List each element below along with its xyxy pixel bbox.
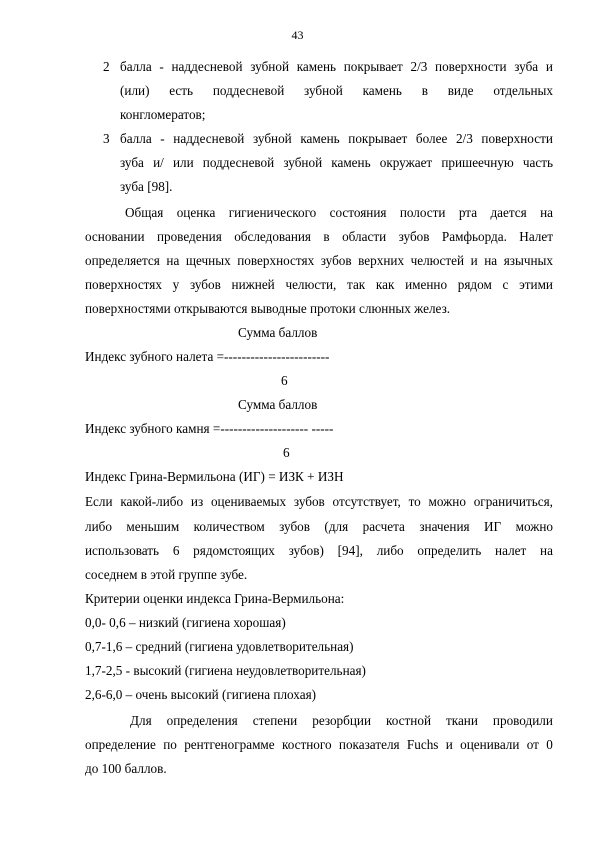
word: определение	[85, 737, 156, 752]
formula-denominator: 6	[283, 445, 290, 460]
word: Налет	[519, 229, 553, 244]
word: камень	[296, 59, 337, 74]
paragraph-line	[85, 229, 553, 245]
word: как	[375, 277, 395, 292]
word: виде	[447, 83, 474, 98]
word: расчета	[362, 519, 405, 534]
word: камень	[331, 155, 371, 170]
word: на	[166, 253, 180, 268]
word: зуба	[120, 155, 144, 170]
formula-numerator: Сумма баллов	[238, 397, 318, 412]
word: проводили	[492, 713, 553, 728]
paragraph-line	[85, 519, 553, 535]
word: так	[347, 277, 366, 292]
word: балла	[120, 131, 152, 146]
word: -	[160, 131, 165, 146]
word: состояния	[329, 205, 387, 220]
word: поверхностях	[237, 253, 315, 268]
word: из	[190, 494, 204, 509]
text-line	[120, 83, 553, 99]
word: Общая	[125, 205, 164, 220]
word: язычных	[503, 253, 553, 268]
word: костной	[386, 713, 431, 728]
list-number: 3	[103, 131, 110, 146]
paragraph-line	[125, 205, 553, 221]
word: 2/3	[455, 131, 473, 146]
word: костного	[281, 737, 332, 752]
word: Рамфьорда.	[441, 229, 507, 244]
word: зубной	[304, 83, 343, 98]
word: Для	[130, 713, 152, 728]
word: зубов	[398, 229, 430, 244]
word: определения	[166, 713, 238, 728]
word: налет	[495, 543, 527, 558]
word: степени	[252, 713, 298, 728]
word: наддесневой	[173, 131, 245, 146]
word: покрывает	[348, 131, 408, 146]
paragraph-line: до 100 баллов.	[85, 761, 167, 776]
formula-lhs: Индекс зубного камня =-------------------- -----	[85, 421, 334, 436]
word: ограничиться,	[473, 494, 553, 509]
word: зубной	[250, 59, 290, 74]
word: и/	[153, 155, 164, 170]
word: покрывает	[343, 59, 403, 74]
word: именно	[405, 277, 448, 292]
word: наддесневой	[171, 59, 243, 74]
list-number: 2	[103, 59, 110, 74]
word: зубов	[189, 277, 221, 292]
word: определить	[417, 543, 482, 558]
paragraph-line: соседнем в этой группе зубе.	[85, 567, 248, 582]
formula-numerator: Сумма баллов	[238, 325, 318, 340]
criteria-item: 0,7-1,6 – средний (гигиена удовлетворительная)	[85, 639, 354, 654]
word: и	[545, 59, 553, 74]
word: пришеечную	[441, 155, 514, 170]
word: балла	[120, 59, 152, 74]
word: [94],	[337, 543, 363, 558]
word: рядомстоящих	[193, 543, 275, 558]
word: поддесневой	[202, 155, 275, 170]
word: Если	[85, 494, 113, 509]
paragraph-line	[130, 713, 553, 729]
word: показателя	[338, 737, 400, 752]
word: или	[172, 155, 194, 170]
word: в	[421, 83, 428, 98]
word: рта	[458, 205, 478, 220]
word: оценка	[176, 205, 216, 220]
paragraph-line	[85, 277, 553, 293]
word: какой-либо	[120, 494, 184, 509]
word: в	[323, 229, 330, 244]
word: поверхности	[435, 59, 507, 74]
text-line	[120, 59, 553, 75]
word: зубов	[320, 253, 352, 268]
word: либо	[85, 519, 112, 534]
word: 6	[172, 543, 180, 558]
criteria-item: 1,7-2,5 - высокий (гигиена неудовлетворительная)	[85, 663, 366, 678]
word: гигиенического	[228, 205, 317, 220]
word: окружает	[379, 155, 433, 170]
word: Fuchs	[406, 737, 439, 752]
word: оценивали	[460, 737, 520, 752]
word: и	[470, 253, 478, 268]
word: на	[484, 253, 498, 268]
word: более	[415, 131, 448, 146]
word: использовать	[85, 543, 160, 558]
word: и	[445, 737, 453, 752]
word: 0	[546, 737, 553, 752]
word: ИГ	[484, 519, 502, 534]
word: поверхности	[481, 131, 553, 146]
word: рядом	[457, 277, 492, 292]
word: дается	[490, 205, 527, 220]
word: челюсти,	[285, 277, 337, 292]
paragraph-line	[85, 494, 553, 510]
word: поверхностях	[85, 277, 162, 292]
word: этими	[519, 277, 553, 292]
word: 2/3	[410, 59, 428, 74]
criteria-title: Критерии оценки индекса Грина-Вермильона:	[85, 591, 345, 606]
word: ткани	[445, 713, 478, 728]
word: -	[159, 59, 164, 74]
paragraph-line	[85, 737, 553, 753]
word: меньшим	[126, 519, 180, 534]
word: челюстей	[410, 253, 465, 268]
word: на	[540, 205, 553, 220]
paragraph-line	[85, 543, 553, 559]
word: основании	[85, 229, 145, 244]
criteria-item: 2,6-6,0 – очень высокий (гигиена плохая)	[85, 687, 317, 702]
word: отдельных	[493, 83, 553, 98]
word: проведения	[156, 229, 222, 244]
paragraph-line	[85, 253, 553, 269]
word: области	[342, 229, 387, 244]
word: зубов	[279, 519, 310, 534]
word: рентгенограмме	[184, 737, 275, 752]
word: зубной	[283, 155, 323, 170]
word: (или)	[120, 83, 150, 98]
word: оцениваемых	[210, 494, 287, 509]
word: камень	[362, 83, 402, 98]
word: обследования	[234, 229, 311, 244]
word: резорбции	[312, 713, 372, 728]
word: зубов)	[288, 543, 324, 558]
word: у	[172, 277, 180, 292]
word: отсутствует,	[332, 494, 401, 509]
word: от	[526, 737, 539, 752]
text-line: зуба [98].	[120, 179, 173, 194]
word: значения	[419, 519, 470, 534]
word: по	[163, 737, 177, 752]
page-number: 43	[291, 28, 304, 42]
word: определяется	[85, 253, 160, 268]
word: есть	[169, 83, 194, 98]
criteria-item: 0,0- 0,6 – низкий (гигиена хорошая)	[85, 615, 286, 630]
formula-lhs: Индекс зубного налета =------------------------	[85, 349, 330, 364]
word: (для	[324, 519, 349, 534]
word: зубной	[252, 131, 292, 146]
word: зуба	[514, 59, 539, 74]
text-line	[120, 131, 553, 147]
text-line: конгломератов;	[120, 107, 206, 122]
word: полости	[399, 205, 446, 220]
formula-denominator: 6	[281, 373, 288, 388]
word: часть	[522, 155, 553, 170]
word: то	[408, 494, 421, 509]
word: либо	[376, 543, 404, 558]
word: можно	[428, 494, 466, 509]
formula-green-vermillion: Индекс Грина-Вермильона (ИГ) = ИЗК + ИЗН	[85, 469, 344, 484]
word: нижней	[231, 277, 275, 292]
word: зубов	[293, 494, 325, 509]
word: щечных	[185, 253, 231, 268]
word: поддесневой	[212, 83, 285, 98]
word: на	[540, 543, 553, 558]
word: верхних	[358, 253, 405, 268]
paragraph-line: поверхностями открываются выводные протоки слюнных желез.	[85, 301, 451, 316]
word: с	[502, 277, 509, 292]
word: камень	[300, 131, 340, 146]
word: количеством	[193, 519, 265, 534]
word: можно	[515, 519, 553, 534]
text-line	[120, 155, 553, 171]
